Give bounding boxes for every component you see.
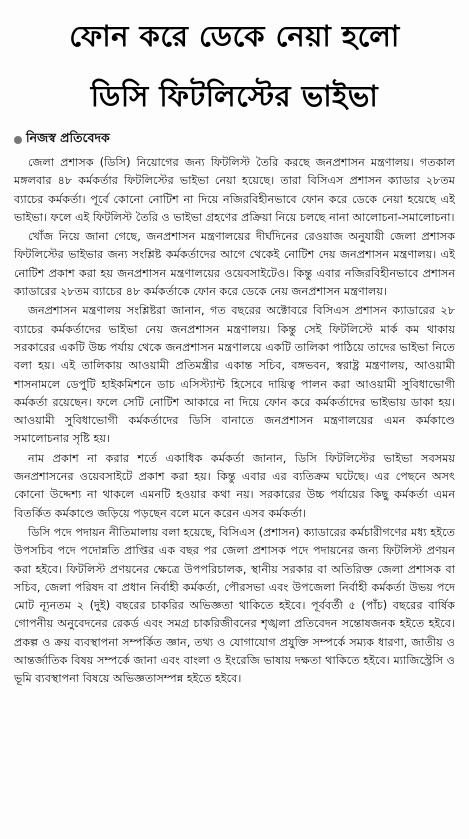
paragraph-4: নাম প্রকাশ না করার শর্তে একাধিক কর্মকর্তা জানান, ডিসি ফিটলিস্টের ভাইভা সবসময় জনপ্রশাসনের ওয়েবসাইটে প্রকাশ করা হয়। কিন্তু এবার এর ব্যতিক্রম ঘটেছে। এর পেছনে অসৎ কোনো উদ্দেশ্য না থাকলে এমনটি হওয়ার কথা নয়। সরকারের উচ্চ পর্যায়ের কিছু কর্মকর্তা এমন বিতর্কিত কর্মকাণ্ডে জড়িয়ে পড়ছেন বলে মনে করেন এসব কর্মকর্তা। [14,451,455,520]
paragraph-5: ডিসি পদে পদায়ন নীতিমালায় বলা হয়েছে, বিসিএস (প্রশাসন) ক্যাডারের কর্মচারীগণের মধ্য হইতে উপসচিব পদে পদোন্নতি প্রাপ্তির এক বছর পর জেলা প্রশাসক পদে পদায়নের জন্য ফিটলিস্ট প্রণয়ন করা হইবে। ফিটলিস্ট প্রণয়নের ক্ষেত্রে উপপরিচালক, স্থানীয় সরকার বা অতিরিক্ত জেলা প্রশাসক বা সচিব, জেলা পরিষদ বা প্রধান নির্বাহী কর্মকর্তা, পৌরসভা এবং উপজেলা নির্বাহী কর্মকর্তা উভয় পদে মোট ন্যূনতম ২ (দুই) বছরের চাকরির অভিজ্ঞতা থাকিতে হইবে। পূর্ববর্তী ৫ (পাঁচ) বছরের বার্ষিক গোপনীয় অনুবেদনের রেকর্ড এবং সমগ্র চাকরিজীবনের শৃঙ্খলা প্রতিবেদন সন্তোষজনক হইতে হইবে। প্রকল্প ও ক্রয় ব্যবস্থাপনা সম্পর্কিত জ্ঞান, তথ্য ও যোগাযোগ প্রযুক্তি সম্পর্কে সম্যক ধারণা, জাতীয় ও আন্তর্জাতিক বিষয় সম্পর্কে জানা এবং বাংলা ও ইংরেজি ভাষায় দক্ষতা থাকিতে হইবে। ম্যাজিস্ট্রেসি ও ভূমি ব্যবস্থাপনা বিষয়ে অভিজ্ঞতাসম্পন্ন হইতে হইবে। [14,525,455,686]
byline [14,130,469,150]
paragraph-1: জেলা প্রশাসক (ডিসি) নিয়োগের জন্য ফিটলিস্ট তৈরি করছে জনপ্রশাসন মন্ত্রণালয়। গতকাল মঙ্গলবার ৪৮ কর্মকর্তার ফিটলিস্টের ভাইভা নেয়া হয়েছে। তারা বিসিএস প্রশাসন ক্যাডার ২৮তম ব্যাচের কর্মকর্তা। পূর্বে কোনো নোটিশ না দিয়ে নজিরবিহীনভাবে ফোন করে ডেকে নেয়া হয়েছে এই ভাইভা। ফলে এই ফিটলিস্ট তৈরি ও ভাইভা গ্রহণের প্রক্রিয়া নিয়ে চলছে নানা আলোচনা-সমালোচনা। [14,156,455,224]
paragraph-2: খোঁজ নিয়ে জানা গেছে, জনপ্রশাসন মন্ত্রণালয়ের দীর্ঘদিনের রেওয়াজ অনুযায়ী জেলা প্রশাসক ফিটলিস্টের ভাইভার জন্য সংশ্লিষ্ট কর্মকর্তাদের আগে থেকেই নোটিশ দেয় জনপ্রশাসন মন্ত্রণালয়। এই নোটিশ প্রকাশ করা হয় জনপ্রশাসন মন্ত্রণালয়ের ওয়েবসাইটেও। কিন্তু এবার নজিরবিহীনভাবে প্রশাসন ক্যাডারের ২৮তম ব্যাচের ৪৮ কর্মকর্তাকে ফোন করে ডেকে নেয় জনপ্রশাসন মন্ত্রণালয়। [14,230,455,299]
byline-text: নিজস্ব প্রতিবেদক [26,130,110,145]
article-body [14,154,455,689]
bullet-icon [14,136,22,144]
paragraph-3: জনপ্রশাসন মন্ত্রণালয় সংশ্লিষ্টরা জানান, গত বছরের অক্টোবরে বিসিএস প্রশাসন ক্যাডারের ২৮ ব্যাচের কর্মকর্তাদের ভাইভা নেয় জনপ্রশাসন মন্ত্রণালয়। কিন্তু সেই ফিটলিস্টে মার্ক কম থাকায় সরকারের একটি উচ্চ পর্যায় থেকে জনপ্রশাসন মন্ত্রণালয়ে একটি তালিকা পাঠিয়ে তাদের ভাইভা নিতে বলা হয়। এই তালিকায় আওয়ামী প্রতিমন্ত্রীর একান্ত সচিব, বঙ্গভবন, স্বরাষ্ট্র মন্ত্রণালয়, আওয়ামী শাসনামলে ডেপুটি হাইকমিশনে ডাচ এসিস্ট্যান্ট হিসেবে দায়িত্ব পালন করা আওয়ামী সুবিধাভোগী কর্মকর্তা রয়েছেন। ফলে সেটি নোটিশ আকারে না দিয়ে ফোন করে কর্মকর্তাদের ভাইভায় ডাকা হয়। আওয়ামী সুবিধাভোগী কর্মকর্তাদের ডিসি বানাতে জনপ্রশাসন মন্ত্রণালয়ের এমন কর্মকাণ্ডে সমালোচনার সৃষ্টি হয়। [14,304,455,446]
headline-line-1: ফোন করে ডেকে নেয়া হলো [69,19,400,53]
headline-line-2: ডিসি ফিটলিস্টের ভাইভা [90,79,379,113]
